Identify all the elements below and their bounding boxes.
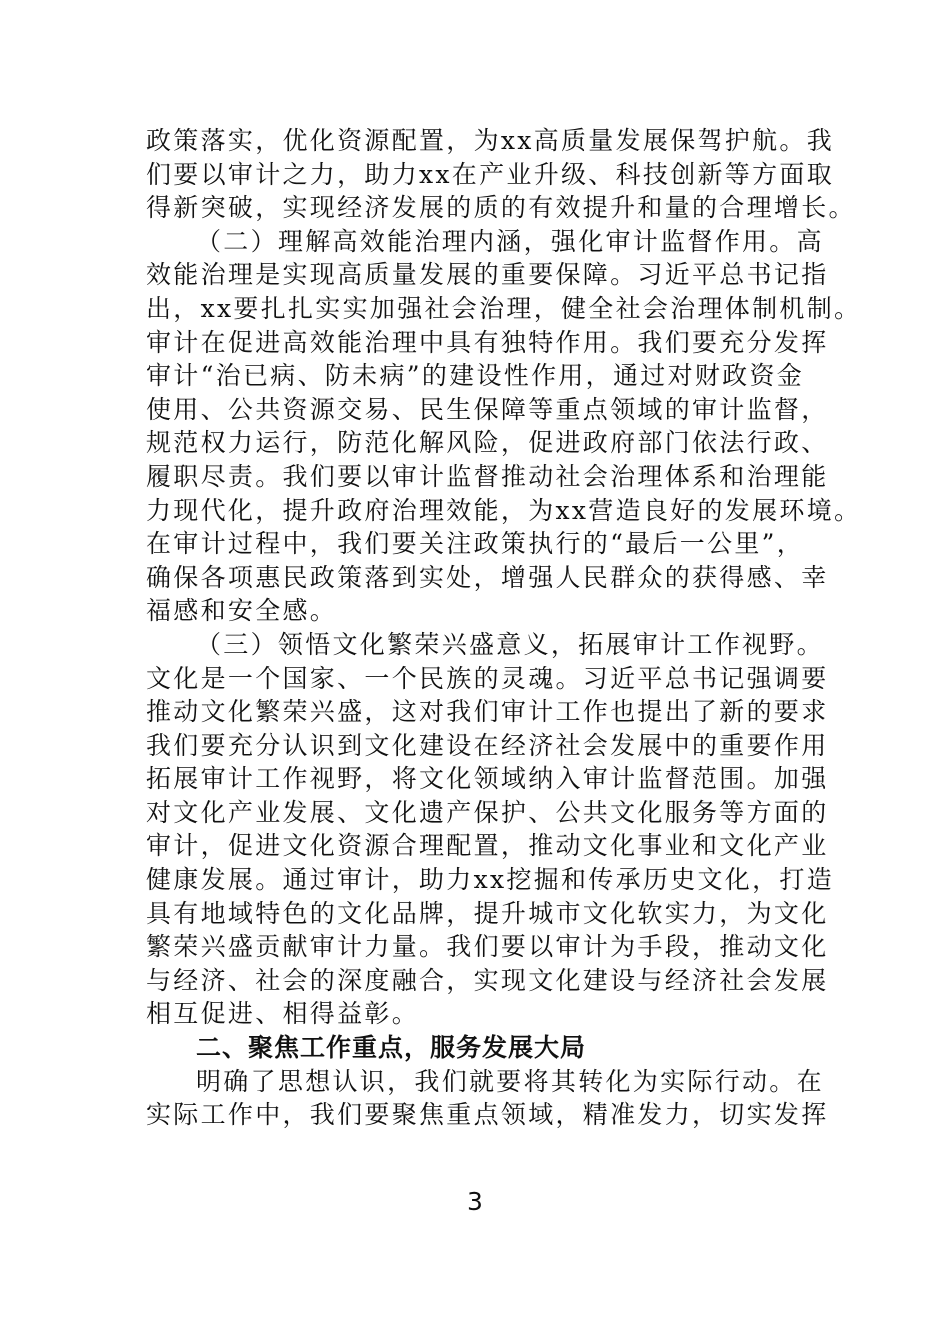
text-line: 明确了思想认识，我们就要将其转化为实际行动。在 (196, 1066, 824, 1096)
text-line: 健康发展。通过审计，助力xx挖掘和传承历史文化，打造 (146, 865, 835, 895)
text-line: 实际工作中，我们要聚焦重点领域，精准发力，切实发挥 (146, 1100, 829, 1130)
text-line: 对文化产业发展、文化遗产保护、公共文化服务等方面的 (146, 797, 829, 827)
text-line: 们要以审计之力，助力xx在产业升级、科技创新等方面取 (146, 159, 835, 189)
document-body (146, 124, 862, 1132)
text-line: 在审计过程中，我们要关注政策执行的“最后一公里”， (146, 529, 805, 559)
text-line: 得新突破，实现经济发展的质的有效提升和量的合理增长。 (146, 193, 856, 223)
text-line: 与经济、社会的深度融合，实现文化建设与经济社会发展 (146, 965, 829, 995)
subheading-line: （二）理解高效能治理内涵，强化审计监督作用。高 (196, 226, 824, 256)
text-line: 拓展审计工作视野，将文化领域纳入审计监督范围。加强 (146, 764, 829, 794)
section-heading: 二、聚焦工作重点，服务发展大局 (196, 1033, 587, 1063)
text-line: 效能治理是实现高质量发展的重要保障。习近平总书记指 (146, 260, 829, 290)
text-line: 具有地域特色的文化品牌，提升城市文化软实力，为文化 (146, 898, 829, 928)
text-line: 推动文化繁荣兴盛，这对我们审计工作也提出了新的要求 (146, 697, 829, 727)
text-line: 相互促进、相得益彰。 (146, 999, 420, 1029)
page-number: 3 (467, 1187, 483, 1216)
text-line: 繁荣兴盛贡献审计力量。我们要以审计为手段，推动文化 (146, 932, 829, 962)
text-line: 审计，促进文化资源合理配置，推动文化事业和文化产业 (146, 831, 829, 861)
text-line: 规范权力运行，防范化解风险，促进政府部门依法行政、 (146, 428, 829, 458)
text-line: 力现代化，提升政府治理效能，为xx营造良好的发展环境。 (146, 495, 862, 525)
text-line: 政策落实，优化资源配置，为xx高质量发展保驾护航。我 (146, 126, 835, 155)
text-line: 审计在促进高效能治理中具有独特作用。我们要充分发挥 (146, 327, 829, 357)
text-line: 福感和安全感。 (146, 596, 338, 626)
text-line: 文化是一个国家、一个民族的灵魂。习近平总书记强调要 (146, 663, 829, 693)
text-line: 出，xx要扎扎实实加强社会治理，健全社会治理体制机制。 (146, 293, 862, 323)
text-line: 履职尽责。我们要以审计监督推动社会治理体系和治理能 (146, 461, 829, 491)
text-line: 使用、公共资源交易、民生保障等重点领域的审计监督， (146, 394, 829, 424)
text-line: 确保各项惠民政策落到实处，增强人民群众的获得感、幸 (146, 562, 829, 592)
subheading-line: （三）领悟文化繁荣兴盛意义，拓展审计工作视野。 (196, 629, 824, 659)
text-line: 审计“治已病、防未病”的建设性作用，通过对财政资金 (146, 361, 805, 391)
text-line: 我们要充分认识到文化建设在经济社会发展中的重要作用 (146, 730, 829, 760)
